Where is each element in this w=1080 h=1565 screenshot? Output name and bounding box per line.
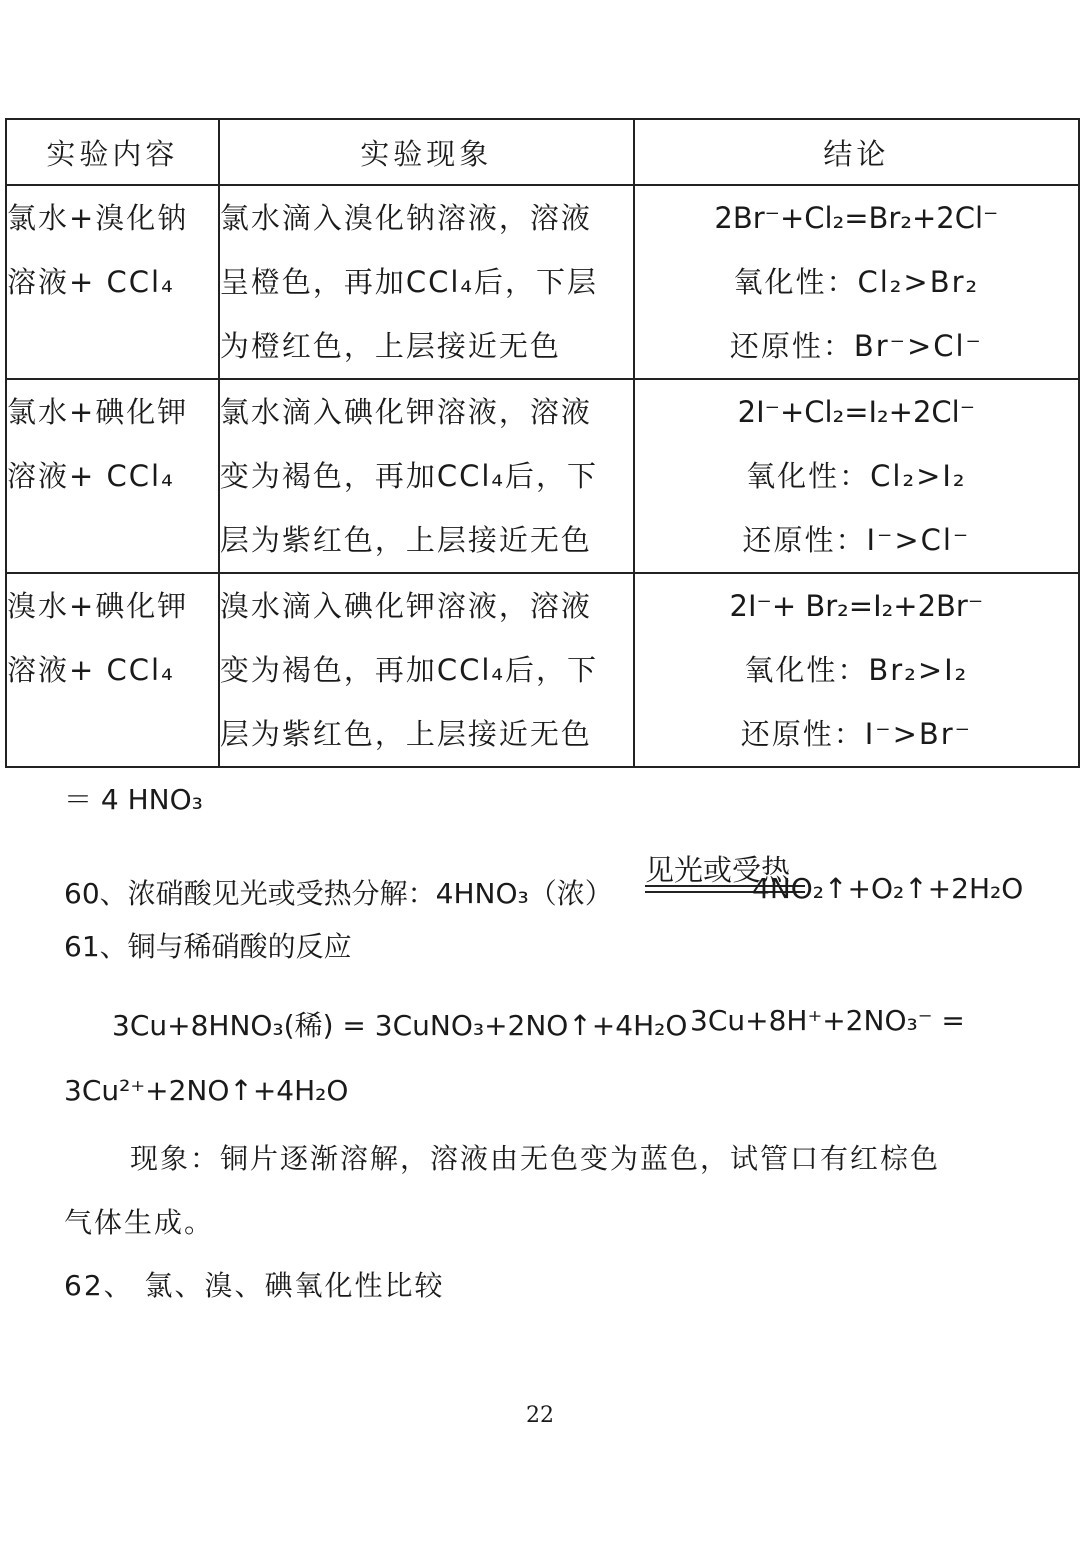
cell-conclusion (634, 379, 1079, 573)
table-row (6, 185, 1079, 379)
equation-continuation: ＝ 4 HNO₃ (64, 783, 203, 816)
text-line: 氯水滴入碘化钾溶液，溶液 (219, 395, 592, 429)
reaction-condition: 见光或受热 (645, 853, 791, 887)
item-60-products: 4NO₂↑+O₂↑+2H₂O (752, 872, 1024, 905)
text-line: 溶液+ CCl₄ (7, 653, 175, 687)
equation-ionic-right: 3Cu²⁺+2NO↑+4H₂O (64, 1074, 349, 1107)
text-line: 氧化性：Cl₂>I₂ (746, 459, 967, 493)
text-line: 变为褐色，再加CCl₄后，下 (219, 653, 599, 687)
text-line: 呈橙色，再加CCl₄后，下层 (219, 265, 599, 299)
text-line: 还原性：I⁻>Cl⁻ (742, 523, 971, 557)
cell-content (6, 185, 219, 379)
text-line: 氯水滴入溴化钠溶液，溶液 (219, 201, 592, 235)
header-conclusion: 结论 (634, 119, 1079, 185)
item-62-label: 62、 氯、溴、碘氧化性比较 (64, 1269, 445, 1302)
phenomenon-text-line1: 现象：铜片逐渐溶解，溶液由无色变为蓝色，试管口有红棕色 (130, 1142, 941, 1175)
table-row (6, 573, 1079, 767)
text-line: 溴水+碘化钾 (7, 589, 189, 623)
equation-line: 2I⁻+Cl₂=I₂+2Cl⁻ (737, 395, 976, 429)
equation-ionic-left: 3Cu+8H⁺+2NO₃⁻ = (690, 1004, 965, 1037)
header-content: 实验内容 (6, 119, 219, 185)
text-line: 层为紫红色，上层接近无色 (219, 523, 592, 557)
table-row (6, 379, 1079, 573)
equation-line: 2I⁻+ Br₂=I₂+2Br⁻ (729, 589, 984, 623)
text-line: 溴水滴入碘化钾溶液，溶液 (219, 589, 592, 623)
table-header-row (6, 119, 1079, 185)
text-line: 还原性：I⁻>Br⁻ (740, 717, 972, 751)
experiment-table (5, 118, 1080, 768)
item-61-label: 61、铜与稀硝酸的反应 (64, 930, 352, 963)
text-line: 溶液+ CCl₄ (7, 459, 175, 493)
equation-molecular: 3Cu+8HNO₃(稀) = 3CuNO₃+2NO↑+4H₂O (112, 1009, 688, 1042)
text-line: 为橙红色，上层接近无色 (219, 329, 561, 363)
item-60-label: 60、浓硝酸见光或受热分解：4HNO₃（浓） (64, 877, 613, 910)
cell-content (6, 573, 219, 767)
page-number: 22 (526, 1403, 554, 1428)
text-line: 氯水+碘化钾 (7, 395, 189, 429)
cell-conclusion (634, 185, 1079, 379)
equation-line: 2Br⁻+Cl₂=Br₂+2Cl⁻ (714, 201, 999, 235)
text-line: 氧化性：Br₂>I₂ (744, 653, 969, 687)
cell-content (6, 379, 219, 573)
text-line: 变为褐色，再加CCl₄后，下 (219, 459, 599, 493)
cell-conclusion (634, 573, 1079, 767)
header-phenomenon: 实验现象 (219, 119, 634, 185)
text-line: 氧化性：Cl₂>Br₂ (733, 265, 980, 299)
cell-phenomenon (219, 573, 634, 767)
cell-phenomenon (219, 185, 634, 379)
text-line: 氯水+溴化钠 (7, 201, 189, 235)
cell-phenomenon (219, 379, 634, 573)
text-line: 层为紫红色，上层接近无色 (219, 717, 592, 751)
phenomenon-text-line2: 气体生成。 (64, 1206, 215, 1239)
text-line: 还原性：Br⁻>Cl⁻ (729, 329, 983, 363)
text-line: 溶液+ CCl₄ (7, 265, 175, 299)
